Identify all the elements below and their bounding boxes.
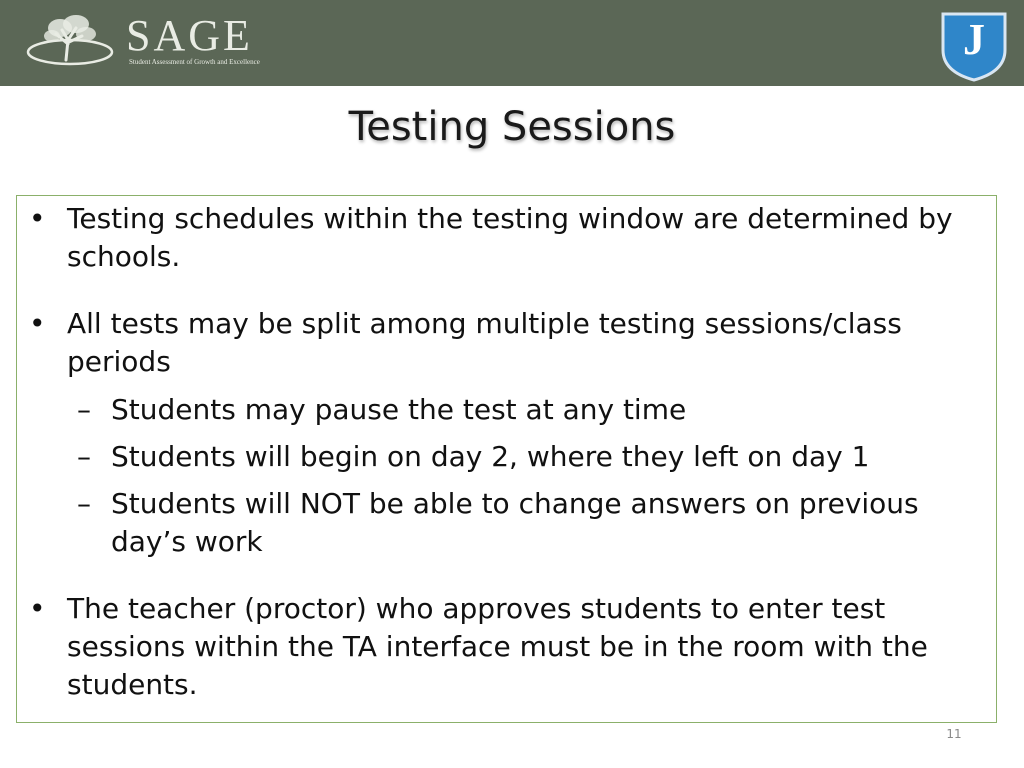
bullet-text: The teacher (proctor) who approves students to enter test sessions within the TA interface must be in the room with the students. [67,592,928,701]
sub-bullet-text: Students will begin on day 2, where they left on day 1 [111,440,870,473]
bullet-icon: • [29,592,46,625]
sub-bullet-text: Students may pause the test at any time [111,393,687,426]
sub-bullet-text: Students will NOT be able to change answers on previous day’s work [111,487,919,558]
sub-list-item [17,391,700,429]
dash-icon: – [77,440,91,473]
slide-title: Testing Sessions [348,104,676,150]
list-item [17,305,998,381]
list-item [17,200,998,276]
bullet-icon: • [29,307,46,340]
logo-tagline: Student Assessment of Growth and Excellence [129,58,260,66]
bullet-text: Testing schedules within the testing window are determined by schools. [67,202,953,273]
shield-letter: J [963,15,985,64]
sage-logo [26,8,306,74]
sub-list-item [17,438,883,476]
bullet-text: All tests may be split among multiple testing sessions/class periods [67,307,902,378]
header-banner [0,0,1024,86]
sub-list-item [17,485,998,561]
dash-icon: – [77,487,91,520]
tree-icon [26,12,126,70]
page-number: 11 [946,727,962,741]
bullet-icon: • [29,202,46,235]
dash-icon: – [77,393,91,426]
shield-logo [939,10,1009,82]
logo-wordmark: SAGE [126,11,253,60]
list-item [17,590,998,704]
content-box [16,195,997,723]
